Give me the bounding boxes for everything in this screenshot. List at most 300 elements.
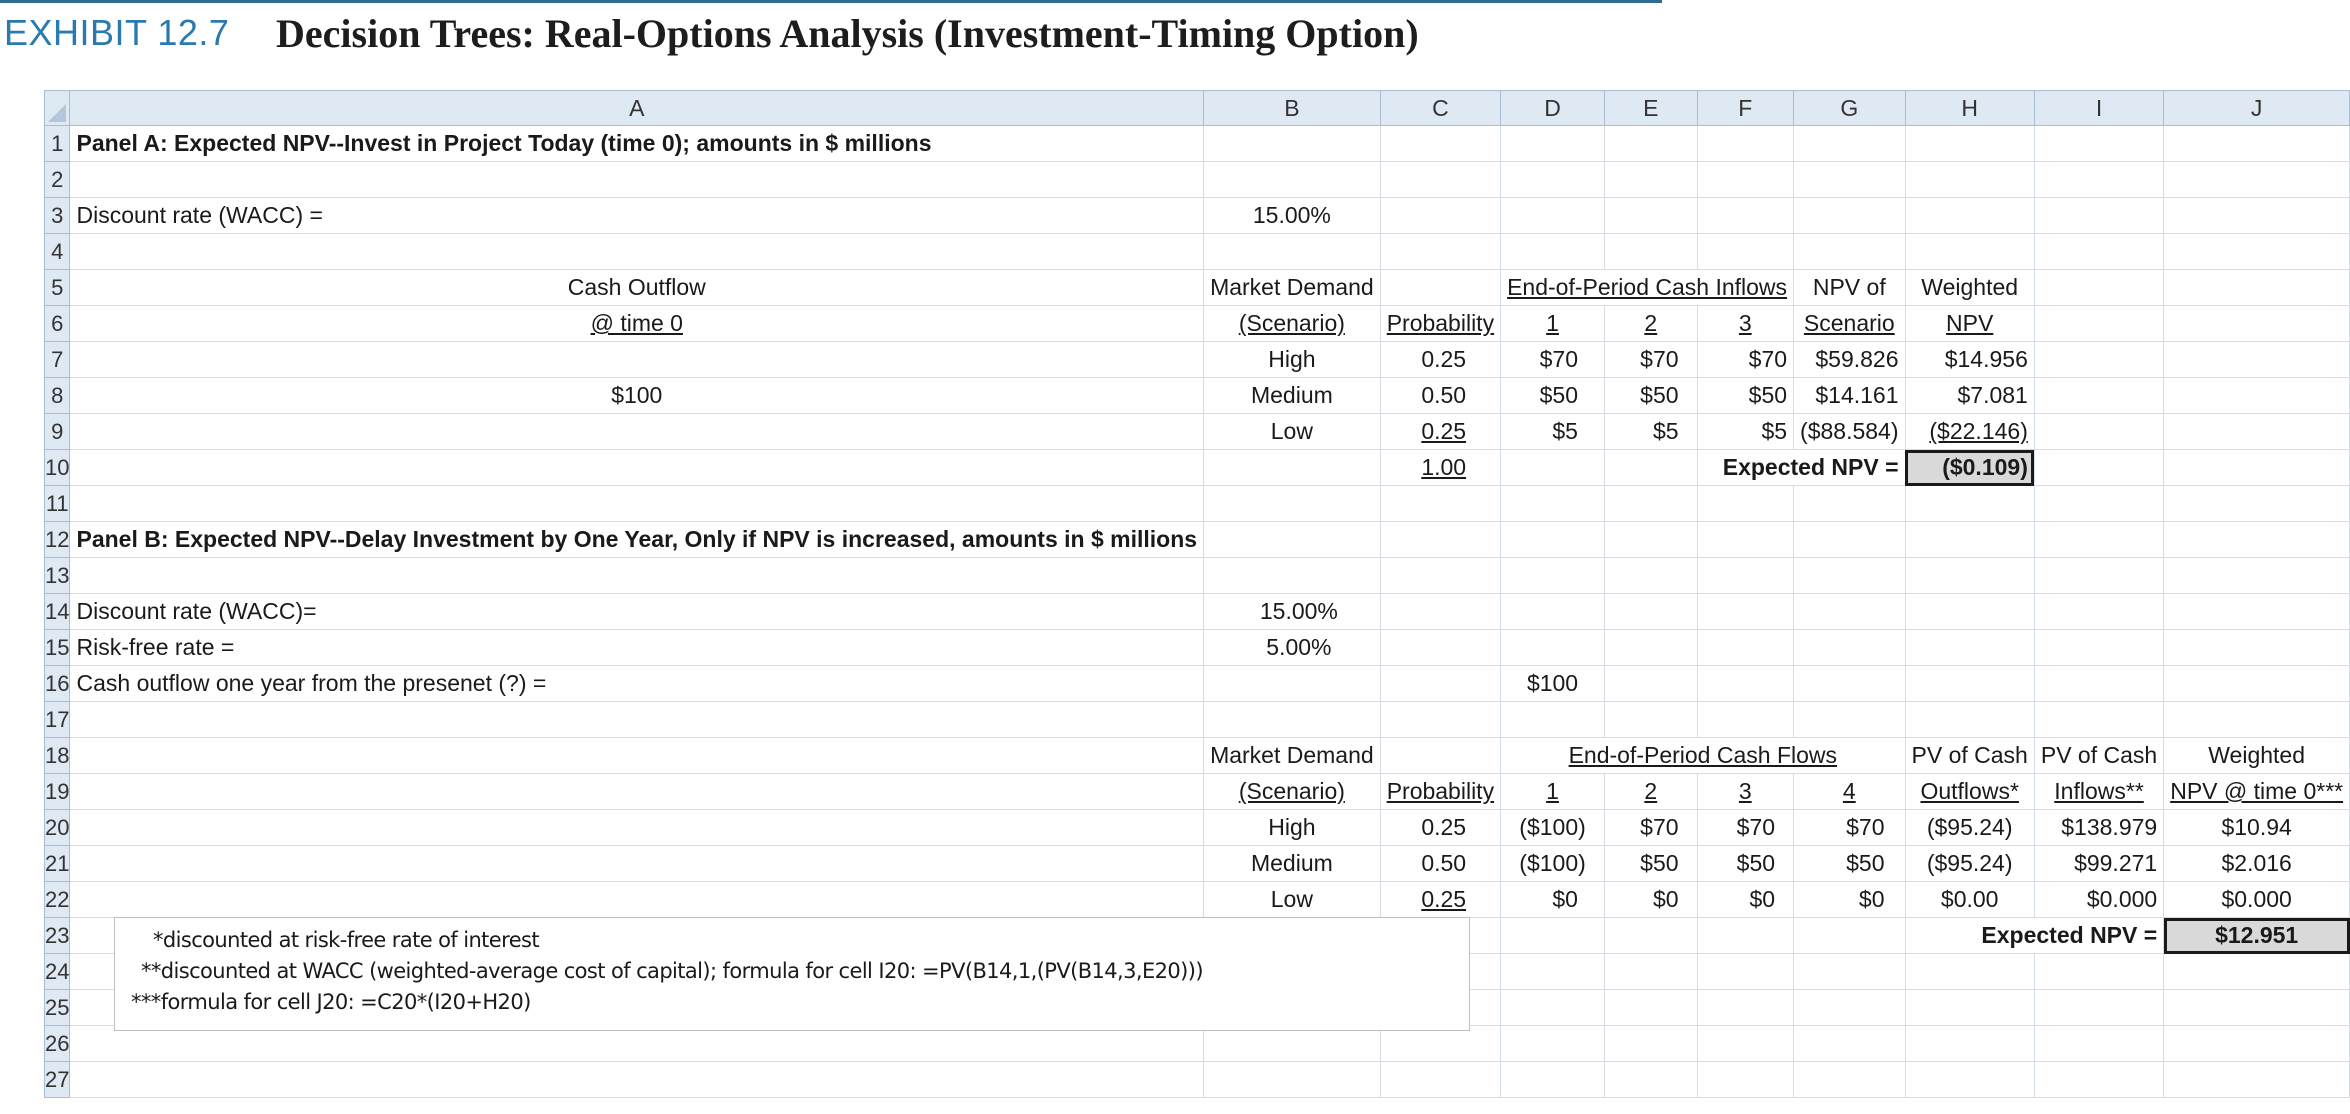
- cash-flow[interactable]: $50: [1697, 378, 1794, 414]
- exhibit-header: [0, 0, 1662, 80]
- cell[interactable]: [70, 342, 1204, 378]
- cell[interactable]: [2164, 954, 2350, 990]
- row-header-9[interactable]: 9: [45, 414, 70, 450]
- cell[interactable]: [1697, 522, 1794, 558]
- header-npv-scenario[interactable]: Scenario: [1794, 306, 1905, 342]
- cell[interactable]: [1501, 486, 1605, 522]
- cell[interactable]: [1604, 162, 1697, 198]
- scenario-probability[interactable]: 0.25: [1380, 342, 1500, 378]
- column-header-e[interactable]: E: [1604, 91, 1697, 126]
- cash-flow[interactable]: $70: [1501, 342, 1605, 378]
- cell[interactable]: [1501, 162, 1605, 198]
- pv-inflows[interactable]: $138.979: [2034, 810, 2163, 846]
- cell[interactable]: [2034, 234, 2163, 270]
- cell[interactable]: [1501, 126, 1605, 162]
- cell[interactable]: [1697, 486, 1794, 522]
- cell[interactable]: [1697, 234, 1794, 270]
- cell[interactable]: [70, 882, 1204, 918]
- cell[interactable]: [1380, 234, 1500, 270]
- cell[interactable]: [2164, 270, 2350, 306]
- row-header-17[interactable]: 17: [45, 702, 70, 738]
- footnote-3: ***formula for cell J20: =C20*(I20+H20): [131, 990, 531, 1014]
- scenario-probability[interactable]: 0.25: [1380, 810, 1500, 846]
- select-all-corner[interactable]: [45, 91, 70, 126]
- header-period-3[interactable]: 3: [1697, 306, 1794, 342]
- header-cash-outflow[interactable]: Cash Outflow: [70, 270, 1204, 306]
- header-npv[interactable]: NPV: [1905, 306, 2034, 342]
- cell[interactable]: [70, 414, 1204, 450]
- header-period-4[interactable]: 4: [1794, 774, 1905, 810]
- cell[interactable]: [1204, 522, 1381, 558]
- cell[interactable]: [2034, 126, 2163, 162]
- cell[interactable]: [1905, 126, 2034, 162]
- cell[interactable]: [2164, 450, 2350, 486]
- cell[interactable]: [2034, 414, 2163, 450]
- cell[interactable]: [1794, 666, 1905, 702]
- cell[interactable]: [1794, 990, 1905, 1026]
- cell[interactable]: [1501, 558, 1605, 594]
- cell[interactable]: [1794, 594, 1905, 630]
- cell[interactable]: [2164, 558, 2350, 594]
- cell[interactable]: [1604, 126, 1697, 162]
- cell[interactable]: [1794, 162, 1905, 198]
- header-pv-cash-outflows[interactable]: PV of Cash: [1905, 738, 2034, 774]
- cash-flow[interactable]: $0: [1697, 882, 1794, 918]
- cell[interactable]: [2164, 522, 2350, 558]
- cell[interactable]: [1501, 990, 1605, 1026]
- cell[interactable]: [2034, 522, 2163, 558]
- cell[interactable]: [1204, 1062, 1381, 1098]
- cell[interactable]: [1604, 234, 1697, 270]
- cell[interactable]: [1501, 918, 1605, 954]
- cell[interactable]: [1204, 234, 1381, 270]
- column-header-a[interactable]: A: [70, 91, 1204, 126]
- cell[interactable]: [2034, 702, 2163, 738]
- cash-flow[interactable]: $50: [1604, 846, 1697, 882]
- cash-flow[interactable]: $50: [1697, 846, 1794, 882]
- scenario-probability[interactable]: 0.50: [1380, 846, 1500, 882]
- header-time0[interactable]: @ time 0: [70, 306, 1204, 342]
- scenario-name[interactable]: High: [1204, 342, 1381, 378]
- column-header-i[interactable]: I: [2034, 91, 2163, 126]
- scenario-name[interactable]: Low: [1204, 414, 1381, 450]
- row-header-1[interactable]: 1: [45, 126, 70, 162]
- cell[interactable]: [70, 738, 1204, 774]
- cell[interactable]: [1697, 702, 1794, 738]
- cell[interactable]: [1204, 702, 1381, 738]
- cell[interactable]: [1905, 198, 2034, 234]
- pv-inflows[interactable]: $99.271: [2034, 846, 2163, 882]
- row-header-27[interactable]: 27: [45, 1062, 70, 1098]
- row-header-2[interactable]: 2: [45, 162, 70, 198]
- cell[interactable]: [1501, 234, 1605, 270]
- discount-rate-label[interactable]: Discount rate (WACC) =: [70, 198, 1204, 234]
- cash-flow[interactable]: $70: [1604, 342, 1697, 378]
- cell[interactable]: [1501, 1026, 1605, 1062]
- cell[interactable]: [70, 234, 1204, 270]
- column-header-f[interactable]: F: [1697, 91, 1794, 126]
- cell[interactable]: [1905, 630, 2034, 666]
- cell[interactable]: [2164, 1062, 2350, 1098]
- cell[interactable]: [1604, 702, 1697, 738]
- expected-npv-label[interactable]: Expected NPV =: [1905, 918, 2164, 954]
- cell[interactable]: [2034, 1026, 2163, 1062]
- cell[interactable]: [1380, 630, 1500, 666]
- cell[interactable]: [70, 162, 1204, 198]
- cash-flow[interactable]: $70: [1794, 810, 1905, 846]
- cell[interactable]: [1501, 594, 1605, 630]
- cell[interactable]: [1905, 486, 2034, 522]
- cell[interactable]: [1697, 558, 1794, 594]
- row-3: [45, 198, 2350, 234]
- cell[interactable]: [2034, 990, 2163, 1026]
- row-header-26[interactable]: 26: [45, 1026, 70, 1062]
- cell[interactable]: [1794, 234, 1905, 270]
- row-header-25[interactable]: 25: [45, 990, 70, 1026]
- scenario-name[interactable]: Medium: [1204, 846, 1381, 882]
- cell[interactable]: [1501, 630, 1605, 666]
- column-header-d[interactable]: D: [1501, 91, 1605, 126]
- cell[interactable]: [1794, 126, 1905, 162]
- cell[interactable]: [70, 810, 1204, 846]
- cell[interactable]: [2034, 342, 2163, 378]
- pv-outflows[interactable]: ($95.24): [1905, 810, 2034, 846]
- column-header-h[interactable]: H: [1905, 91, 2034, 126]
- cell[interactable]: [2164, 990, 2350, 1026]
- cell[interactable]: [1905, 990, 2034, 1026]
- row-7: [45, 342, 2350, 378]
- scenario-name[interactable]: Medium: [1204, 378, 1381, 414]
- header-period-3[interactable]: 3: [1697, 774, 1794, 810]
- column-header-b[interactable]: B: [1204, 91, 1381, 126]
- header-probability[interactable]: Probability: [1380, 774, 1500, 810]
- row-header-8[interactable]: 8: [45, 378, 70, 414]
- row-8: [45, 378, 2350, 414]
- cell[interactable]: [1794, 630, 1905, 666]
- cell[interactable]: [1905, 666, 2034, 702]
- cell[interactable]: [2164, 486, 2350, 522]
- column-header-c[interactable]: C: [1380, 91, 1500, 126]
- cash-flow[interactable]: ($100): [1501, 810, 1605, 846]
- header-scenario[interactable]: (Scenario): [1204, 306, 1381, 342]
- cell[interactable]: [1604, 450, 1697, 486]
- scenario-probability[interactable]: 0.25: [1380, 414, 1500, 450]
- cell[interactable]: [1501, 198, 1605, 234]
- cell[interactable]: [1697, 198, 1794, 234]
- cell[interactable]: [2034, 306, 2163, 342]
- cash-flow[interactable]: $70: [1697, 810, 1794, 846]
- cell[interactable]: [1604, 522, 1697, 558]
- row-header-13[interactable]: 13: [45, 558, 70, 594]
- cash-flow[interactable]: $50: [1501, 378, 1605, 414]
- cell[interactable]: [2164, 198, 2350, 234]
- cell[interactable]: [1794, 486, 1905, 522]
- cell[interactable]: [2034, 270, 2163, 306]
- cell[interactable]: [2164, 378, 2350, 414]
- future-outflow-value[interactable]: $100: [1501, 666, 1605, 702]
- cell[interactable]: [70, 1062, 1204, 1098]
- cell[interactable]: [2164, 234, 2350, 270]
- cash-flow[interactable]: $5: [1697, 414, 1794, 450]
- discount-rate-value[interactable]: 15.00%: [1204, 594, 1381, 630]
- cell[interactable]: [1794, 954, 1905, 990]
- cash-flow[interactable]: $70: [1697, 342, 1794, 378]
- row-header-24[interactable]: 24: [45, 954, 70, 990]
- cell[interactable]: [1697, 1062, 1794, 1098]
- cell[interactable]: [2164, 414, 2350, 450]
- panel-a-title-cell[interactable]: Panel A: Expected NPV--Invest in Project Today (time 0); amounts in $ millions: [70, 126, 1204, 162]
- discount-rate-label[interactable]: Discount rate (WACC)=: [70, 594, 1204, 630]
- row-header-11[interactable]: 11: [45, 486, 70, 522]
- cell[interactable]: [2164, 702, 2350, 738]
- header-market-demand[interactable]: Market Demand: [1204, 270, 1381, 306]
- cell[interactable]: [1697, 630, 1794, 666]
- cell[interactable]: [1604, 1026, 1697, 1062]
- pv-inflows[interactable]: $0.000: [2034, 882, 2163, 918]
- cell[interactable]: [1380, 558, 1500, 594]
- cash-flow[interactable]: $5: [1604, 414, 1697, 450]
- row-header-12[interactable]: 12: [45, 522, 70, 558]
- exhibit-title: Decision Trees: Real-Options Analysis (Investment-Timing Option): [276, 11, 1419, 56]
- cell[interactable]: [1794, 522, 1905, 558]
- cell[interactable]: [1697, 126, 1794, 162]
- row-header-18[interactable]: 18: [45, 738, 70, 774]
- row-19: [45, 774, 2350, 810]
- cell[interactable]: [2164, 162, 2350, 198]
- row-header-3[interactable]: 3: [45, 198, 70, 234]
- cell[interactable]: [2164, 126, 2350, 162]
- row-header-16[interactable]: 16: [45, 666, 70, 702]
- cell[interactable]: [2034, 954, 2163, 990]
- cell[interactable]: [2034, 198, 2163, 234]
- cell[interactable]: [1794, 198, 1905, 234]
- header-weighted[interactable]: Weighted: [1905, 270, 2034, 306]
- header-period-2[interactable]: 2: [1604, 774, 1697, 810]
- panel-b-title-cell[interactable]: Panel B: Expected NPV--Delay Investment by One Year, Only if NPV is increased, amounts in $ millions: [70, 522, 1204, 558]
- cell[interactable]: [1794, 702, 1905, 738]
- cell[interactable]: [1905, 594, 2034, 630]
- cell[interactable]: [70, 702, 1204, 738]
- cell[interactable]: [1501, 522, 1605, 558]
- risk-free-rate-value[interactable]: 5.00%: [1204, 630, 1381, 666]
- row-header-5[interactable]: 5: [45, 270, 70, 306]
- cash-flow[interactable]: $5: [1501, 414, 1605, 450]
- cell[interactable]: [2034, 594, 2163, 630]
- expected-npv-label[interactable]: Expected NPV =: [1697, 450, 1905, 486]
- cell[interactable]: [1604, 630, 1697, 666]
- header-cash-inflows[interactable]: End-of-Period Cash Inflows: [1501, 270, 1794, 306]
- cell[interactable]: [2164, 306, 2350, 342]
- cell[interactable]: [2034, 1062, 2163, 1098]
- weighted-npv[interactable]: $7.081: [1905, 378, 2034, 414]
- cell[interactable]: [2034, 666, 2163, 702]
- cell[interactable]: [1604, 1062, 1697, 1098]
- cell[interactable]: [2034, 558, 2163, 594]
- cell[interactable]: [1380, 702, 1500, 738]
- cell[interactable]: [1204, 666, 1381, 702]
- probability-total[interactable]: 1.00: [1380, 450, 1500, 486]
- header-outflows[interactable]: Outflows*: [1905, 774, 2034, 810]
- row-header-6[interactable]: 6: [45, 306, 70, 342]
- weighted-npv[interactable]: $0.000: [2164, 882, 2350, 918]
- scenario-npv[interactable]: $14.161: [1794, 378, 1905, 414]
- header-period-1[interactable]: 1: [1501, 774, 1605, 810]
- cell[interactable]: [1697, 990, 1794, 1026]
- header-cash-flows[interactable]: End-of-Period Cash Flows: [1501, 738, 1905, 774]
- header-inflows[interactable]: Inflows**: [2034, 774, 2163, 810]
- cell[interactable]: [70, 774, 1204, 810]
- header-npv-time0[interactable]: NPV @ time 0***: [2164, 774, 2350, 810]
- cell[interactable]: [1697, 954, 1794, 990]
- cell[interactable]: [1604, 990, 1697, 1026]
- cash-flow[interactable]: ($100): [1501, 846, 1605, 882]
- cell[interactable]: [1380, 594, 1500, 630]
- cell[interactable]: [1604, 918, 1697, 954]
- header-npv-of[interactable]: NPV of: [1794, 270, 1905, 306]
- cell[interactable]: [1905, 558, 2034, 594]
- column-header-g[interactable]: G: [1794, 91, 1905, 126]
- row-header-10[interactable]: 10: [45, 450, 70, 486]
- cash-flow[interactable]: $0: [1501, 882, 1605, 918]
- cell[interactable]: [1204, 486, 1381, 522]
- cell[interactable]: [1794, 918, 1905, 954]
- cash-flow[interactable]: $0: [1794, 882, 1905, 918]
- cell[interactable]: [1204, 126, 1381, 162]
- cell[interactable]: [1905, 702, 2034, 738]
- row-header-7[interactable]: 7: [45, 342, 70, 378]
- header-market-demand[interactable]: Market Demand: [1204, 738, 1381, 774]
- footnotes-textbox[interactable]: [114, 917, 1470, 1031]
- cell[interactable]: [2164, 342, 2350, 378]
- cell[interactable]: [1380, 162, 1500, 198]
- header-period-2[interactable]: 2: [1604, 306, 1697, 342]
- cell[interactable]: [1905, 1062, 2034, 1098]
- scenario-npv[interactable]: $59.826: [1794, 342, 1905, 378]
- cell[interactable]: [2164, 594, 2350, 630]
- cell[interactable]: [1794, 1062, 1905, 1098]
- expected-npv-value[interactable]: $12.951: [2164, 918, 2350, 954]
- cell[interactable]: [1697, 918, 1794, 954]
- cell[interactable]: [1905, 954, 2034, 990]
- cell[interactable]: [1794, 1026, 1905, 1062]
- weighted-npv[interactable]: $10.94: [2164, 810, 2350, 846]
- row-13: [45, 558, 2350, 594]
- scenario-npv[interactable]: ($88.584): [1794, 414, 1905, 450]
- cell[interactable]: [1380, 126, 1500, 162]
- cell[interactable]: [1380, 270, 1500, 306]
- cell[interactable]: [2164, 1026, 2350, 1062]
- cell[interactable]: [1501, 954, 1605, 990]
- cell[interactable]: [1697, 594, 1794, 630]
- cash-flow[interactable]: $0: [1604, 882, 1697, 918]
- expected-npv-value[interactable]: ($0.109): [1905, 450, 2034, 486]
- row-header-15[interactable]: 15: [45, 630, 70, 666]
- row-header-23[interactable]: 23: [45, 918, 70, 954]
- cell[interactable]: [1905, 1026, 2034, 1062]
- cell[interactable]: [1380, 666, 1500, 702]
- cell[interactable]: [1501, 450, 1605, 486]
- cell[interactable]: [1380, 1062, 1500, 1098]
- cell[interactable]: [70, 558, 1204, 594]
- pv-outflows[interactable]: $0.00: [1905, 882, 2034, 918]
- cash-outflow-time0[interactable]: $100: [70, 378, 1204, 414]
- cell[interactable]: [2034, 486, 2163, 522]
- scenario-probability[interactable]: 0.25: [1380, 882, 1500, 918]
- cell[interactable]: [1604, 486, 1697, 522]
- cell[interactable]: [2034, 378, 2163, 414]
- cell[interactable]: [1604, 198, 1697, 234]
- future-outflow-label[interactable]: Cash outflow one year from the presenet (?) =: [70, 666, 1204, 702]
- cell[interactable]: [1905, 234, 2034, 270]
- discount-rate-value[interactable]: 15.00%: [1204, 198, 1381, 234]
- row-header-19[interactable]: 19: [45, 774, 70, 810]
- cell[interactable]: [70, 846, 1204, 882]
- cell[interactable]: [1697, 162, 1794, 198]
- cell[interactable]: [1501, 1062, 1605, 1098]
- weighted-npv[interactable]: $14.956: [1905, 342, 2034, 378]
- row-header-21[interactable]: 21: [45, 846, 70, 882]
- cell[interactable]: [1380, 522, 1500, 558]
- cell[interactable]: [2034, 162, 2163, 198]
- cell[interactable]: [1604, 954, 1697, 990]
- pv-outflows[interactable]: ($95.24): [1905, 846, 2034, 882]
- row-header-4[interactable]: 4: [45, 234, 70, 270]
- risk-free-rate-label[interactable]: Risk-free rate =: [70, 630, 1204, 666]
- cell[interactable]: [2164, 630, 2350, 666]
- weighted-npv[interactable]: $2.016: [2164, 846, 2350, 882]
- weighted-npv[interactable]: ($22.146): [1905, 414, 2034, 450]
- cell[interactable]: [1380, 486, 1500, 522]
- cash-flow[interactable]: $70: [1604, 810, 1697, 846]
- column-header-j[interactable]: J: [2164, 91, 2350, 126]
- row-18: [45, 738, 2350, 774]
- exhibit-label: EXHIBIT 12.7: [4, 12, 230, 53]
- cell[interactable]: [1204, 450, 1381, 486]
- cell[interactable]: [1204, 558, 1381, 594]
- cell[interactable]: [2034, 630, 2163, 666]
- cell[interactable]: [1905, 162, 2034, 198]
- cell[interactable]: [70, 486, 1204, 522]
- header-probability[interactable]: Probability: [1380, 306, 1500, 342]
- cash-flow[interactable]: $50: [1794, 846, 1905, 882]
- header-scenario[interactable]: (Scenario): [1204, 774, 1381, 810]
- scenario-probability[interactable]: 0.50: [1380, 378, 1500, 414]
- cell[interactable]: [1697, 666, 1794, 702]
- cash-flow[interactable]: $50: [1604, 378, 1697, 414]
- row-header-22[interactable]: 22: [45, 882, 70, 918]
- row-header-14[interactable]: 14: [45, 594, 70, 630]
- cell[interactable]: [1905, 522, 2034, 558]
- scenario-name[interactable]: High: [1204, 810, 1381, 846]
- header-period-1[interactable]: 1: [1501, 306, 1605, 342]
- cell[interactable]: [1380, 738, 1500, 774]
- cell[interactable]: [1604, 594, 1697, 630]
- cell[interactable]: [2164, 666, 2350, 702]
- row-header-20[interactable]: 20: [45, 810, 70, 846]
- header-weighted[interactable]: Weighted: [2164, 738, 2350, 774]
- cell[interactable]: [1604, 558, 1697, 594]
- cell[interactable]: [2034, 450, 2163, 486]
- header-pv-cash-inflows[interactable]: PV of Cash: [2034, 738, 2163, 774]
- cell[interactable]: [1380, 198, 1500, 234]
- cell[interactable]: [70, 450, 1204, 486]
- cell[interactable]: [1604, 666, 1697, 702]
- cell[interactable]: [1501, 702, 1605, 738]
- cell[interactable]: [1697, 1026, 1794, 1062]
- cell[interactable]: [1794, 558, 1905, 594]
- cell[interactable]: [1204, 162, 1381, 198]
- scenario-name[interactable]: Low: [1204, 882, 1381, 918]
